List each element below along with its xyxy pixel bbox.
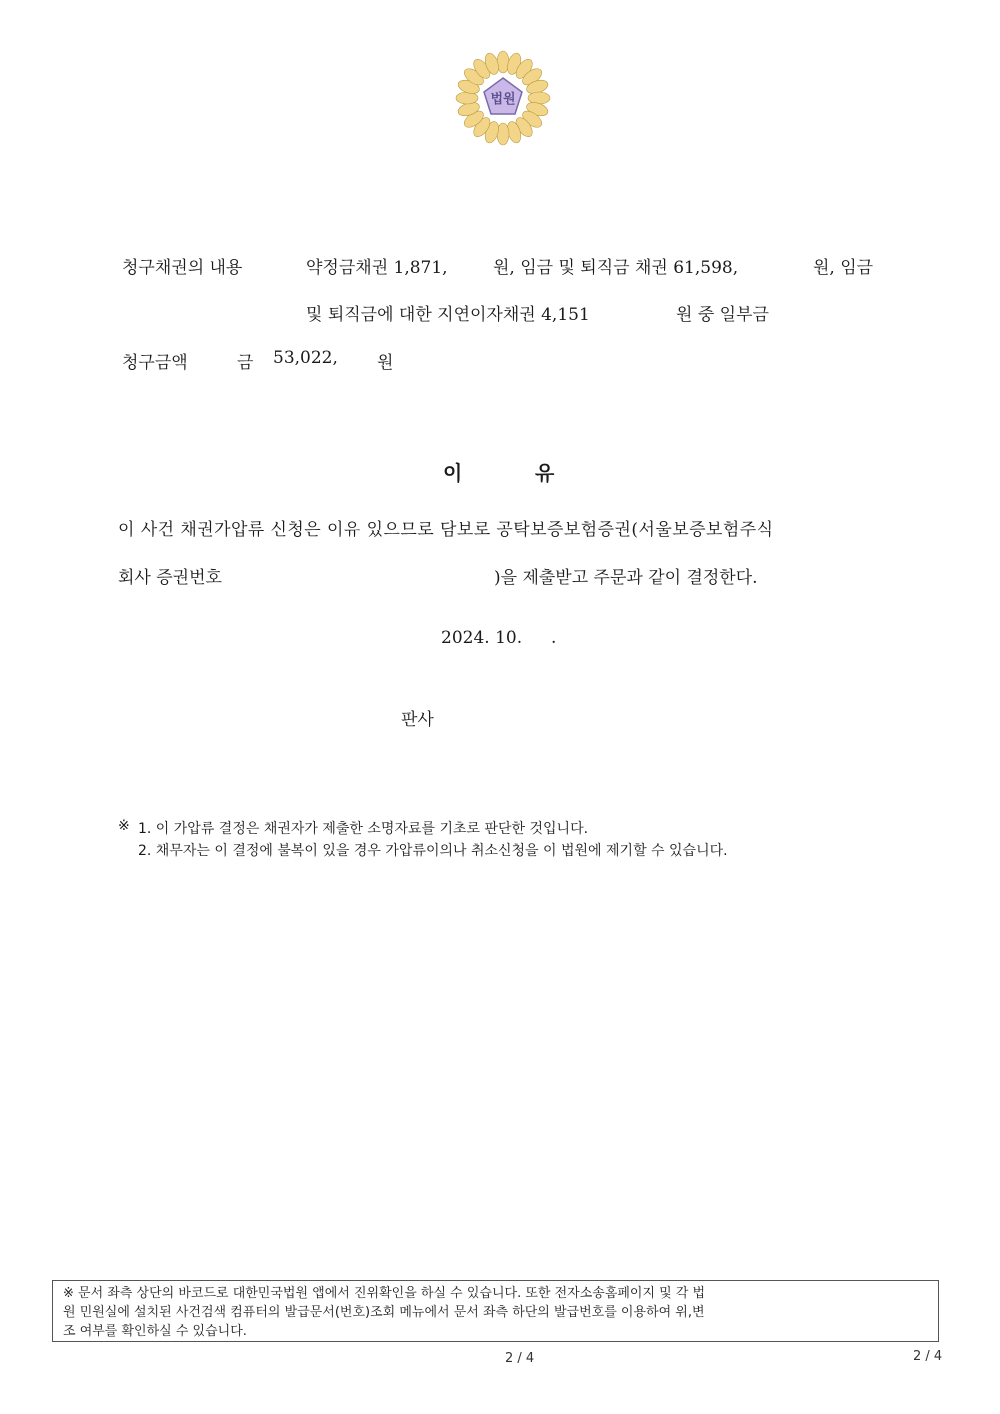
reason-heading-char-2: 유 xyxy=(535,461,555,485)
claim-line1-part-a: 약정금채권 1,871, xyxy=(306,258,448,278)
reason-heading-char-1: 이 xyxy=(443,461,463,485)
page-number-center: 2 / 4 xyxy=(505,1351,535,1366)
decision-date: 2024. 10. xyxy=(441,628,523,648)
decision-date-day: . xyxy=(551,628,557,648)
note-2: 2. 채무자는 이 결정에 불복이 있을 경우 가압류이의나 취소신청을 이 법원에 제기할 수 있습니다. xyxy=(138,843,728,859)
notes-mark: ※ xyxy=(118,818,130,834)
amount-label: 청구금액 xyxy=(122,353,188,373)
judge-label: 판사 xyxy=(401,710,434,730)
court-seal-icon xyxy=(453,48,553,148)
seal-petal xyxy=(456,92,478,104)
verification-notice-line3: 조 여부를 확인하실 수 있습니다. xyxy=(63,1324,247,1339)
amount-unit: 원 xyxy=(377,353,394,373)
verification-notice-line1: ※ 문서 좌측 상단의 바코드로 대한민국법원 앱에서 진위확인을 하실 수 있습니다. 또한 전자소송홈페이지 및 각 법 xyxy=(63,1286,706,1301)
claim-line2-part-b: 원 중 일부금 xyxy=(676,305,769,325)
amount-value: 53,022, xyxy=(273,348,338,368)
note-1: 1. 이 가압류 결정은 채권자가 제출한 소명자료를 기초로 판단한 것입니다. xyxy=(138,821,589,837)
amount-prefix: 금 xyxy=(237,353,254,373)
page-number-right: 2 / 4 xyxy=(913,1349,943,1364)
reason-line2-part-b: )을 제출받고 주문과 같이 결정한다. xyxy=(494,568,758,588)
verification-notice-line2: 원 민원실에 설치된 사건검색 컴퓨터의 발급문서(번호)조회 메뉴에서 문서 좌측 하단의 발급번호를 이용하여 위,변 xyxy=(63,1305,705,1320)
seal-petal xyxy=(497,51,509,73)
reason-line1: 이 사건 채권가압류 신청은 이유 있으므로 담보로 공탁보증보험증권(서울보증보험주식 xyxy=(118,520,774,540)
verification-notice-box xyxy=(52,1280,939,1342)
claim-line1-part-b: 원, 임금 및 퇴직금 채권 61,598, xyxy=(493,258,739,278)
seal-text: 법원 xyxy=(490,92,516,107)
claim-line1-part-c: 원, 임금 xyxy=(813,258,874,278)
reason-line2-part-a: 회사 증권번호 xyxy=(118,568,222,588)
claim-label: 청구채권의 내용 xyxy=(122,258,243,278)
seal-petal xyxy=(528,92,550,104)
seal-petal xyxy=(497,123,509,145)
claim-line2-part-a: 및 퇴직금에 대한 지연이자채권 4,151 xyxy=(306,305,590,325)
